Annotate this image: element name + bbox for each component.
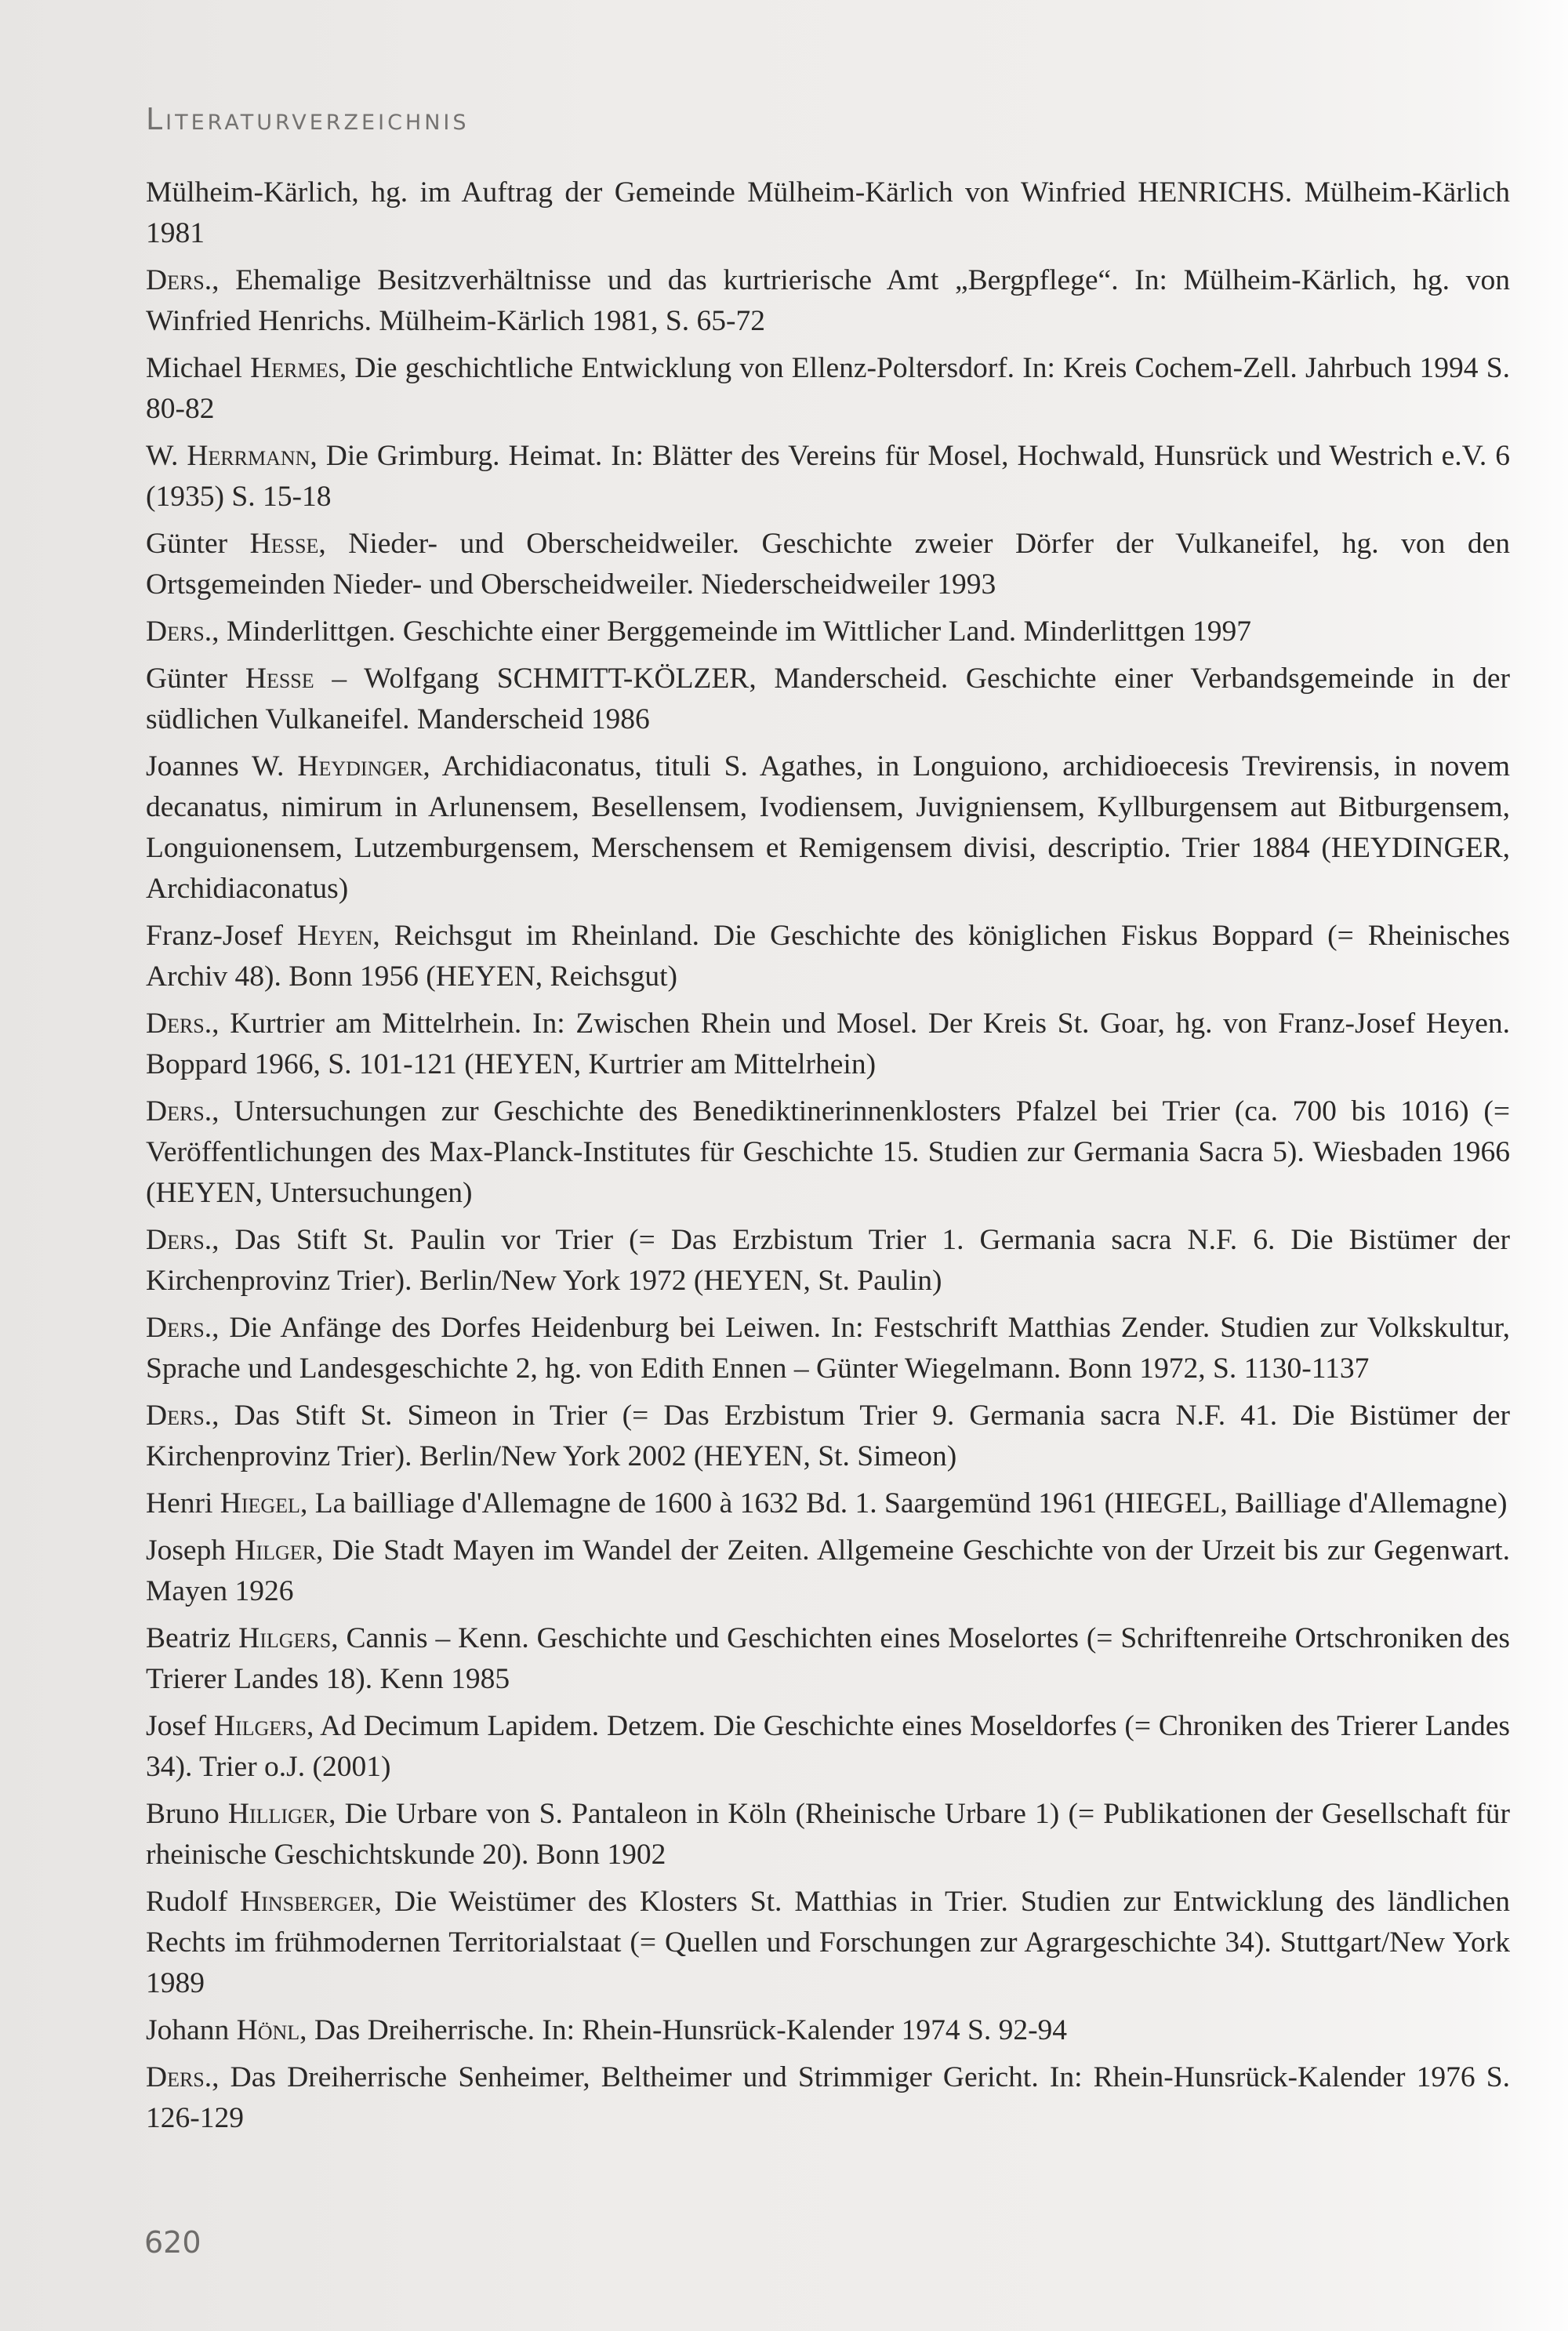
- bibliography-entry: [146, 916, 1510, 997]
- entry-text: , Die geschichtliche Entwicklung von Ellenz-Poltersdorf. In: Kreis Cochem-Zell. Jahrbuch 1994 S. 80-82: [146, 352, 1510, 425]
- entry-text: , Die Grimburg. Heimat. In: Blätter des Vereins für Mosel, Hochwald, Hunsrück und Westrich e.V. 6 (1935) S. 15-18: [146, 440, 1510, 513]
- entry-prefix: Josef: [146, 1710, 214, 1742]
- bibliography-entry: [146, 1530, 1510, 1612]
- entry-author: Ders.: [146, 1400, 212, 1432]
- entry-prefix: Johann: [146, 2014, 237, 2046]
- entry-prefix: Rudolf: [146, 1886, 241, 1918]
- bibliography-entry: [146, 1220, 1510, 1302]
- page-number: 620: [144, 2225, 201, 2260]
- bibliography-entry: [146, 2057, 1510, 2139]
- entry-author: Heyen: [296, 920, 373, 952]
- entry-text: , Minderlittgen. Geschichte einer Berggemeinde im Wittlicher Land. Minderlittgen 1997: [212, 615, 1252, 648]
- bibliography-entry: [146, 1483, 1510, 1524]
- entry-prefix: Michael: [146, 352, 251, 384]
- entry-author: Ders.: [146, 615, 212, 648]
- entry-author: Heydinger: [297, 750, 423, 782]
- entry-author: Ders.: [146, 1312, 212, 1344]
- entry-author: Ders.: [146, 1095, 212, 1127]
- entry-author: Hesse: [245, 663, 314, 695]
- entry-text: , Das Dreiherrische Senheimer, Beltheimer und Strimmiger Gericht. In: Rhein-Hunsrück-Kalender 1976 S. 126-129: [146, 2061, 1510, 2134]
- entry-text: , Das Stift St. Simeon in Trier (= Das Erzbistum Trier 9. Germania sacra N.F. 41. Die Bistümer der Kirchenprovinz Trier). Berlin/New York 2002 (HEYEN, St. Simeon): [146, 1400, 1510, 1472]
- bibliography-entry: [146, 2010, 1510, 2051]
- bibliography-list: [146, 172, 1510, 2145]
- entry-text: , Die Urbare von S. Pantaleon in Köln (Rheinische Urbare 1) (= Publikationen der Gesellschaft für rheinische Geschichtskunde 20). Bonn 1902: [146, 1798, 1511, 1871]
- entry-prefix: Bruno: [146, 1798, 228, 1830]
- bibliography-entry: [146, 746, 1510, 910]
- entry-text: , Die Stadt Mayen im Wandel der Zeiten. Allgemeine Geschichte von der Urzeit bis zur Gegenwart. Mayen 1926: [146, 1534, 1510, 1607]
- bibliography-entry: [146, 172, 1510, 254]
- running-header: Literaturverzeichnis: [146, 102, 470, 136]
- entry-prefix: Günter: [146, 528, 250, 560]
- entry-prefix: Joseph: [146, 1534, 235, 1567]
- entry-text: , Nieder- und Oberscheidweiler. Geschichte zweier Dörfer der Vulkaneifel, hg. von den Ortsgemeinden Nieder- und Oberscheidweiler. Niederscheidweiler 1993: [146, 528, 1510, 601]
- bibliography-entry: [146, 1308, 1510, 1389]
- entry-prefix: Franz-Josef: [146, 920, 297, 952]
- bibliography-entry: [146, 1794, 1510, 1875]
- entry-prefix: Günter: [146, 663, 245, 695]
- entry-author: Hinsberger: [240, 1886, 375, 1918]
- entry-author: Hilger: [234, 1534, 317, 1567]
- bibliography-entry: [146, 524, 1510, 605]
- entry-text: , Die Weistümer des Klosters St. Matthias in Trier. Studien zur Entwicklung des ländlichen Rechts im frühmodernen Territorialstaat (= Quellen und Forschungen zur Agrargeschichte 34). Stuttgart/New York 1989: [146, 1886, 1510, 1999]
- entry-text: , Die Anfänge des Dorfes Heidenburg bei Leiwen. In: Festschrift Matthias Zender. Studien zur Volkskultur, Sprache und Landesgeschichte 2, hg. von Edith Ennen – Günter Wiegelmann. Bonn 1972, S. 1130-1137: [146, 1312, 1510, 1385]
- entry-text: , La bailliage d'Allemagne de 1600 à 1632 Bd. 1. Saargemünd 1961 (HIEGEL, Bailliage d'Allemagne): [299, 1487, 1508, 1520]
- entry-text: , Cannis – Kenn. Geschichte und Geschichten eines Moselortes (= Schriftenreihe Ortschroniken des Trierer Landes 18). Kenn 1985: [146, 1622, 1510, 1695]
- bibliography-entry: [146, 1091, 1510, 1214]
- entry-author: Ders.: [146, 1224, 212, 1256]
- entry-author: Hilgers: [213, 1710, 307, 1742]
- entry-text: , Kurtrier am Mittelrhein. In: Zwischen Rhein und Mosel. Der Kreis St. Goar, hg. von Franz-Josef Heyen. Boppard 1966, S. 101-121 (HEYEN, Kurtrier am Mittelrhein): [146, 1008, 1510, 1080]
- entry-author: Hesse: [249, 528, 319, 560]
- entry-text: , Reichsgut im Rheinland. Die Geschichte des königlichen Fiskus Boppard (= Rheinisches Archiv 48). Bonn 1956 (HEYEN, Reichsgut): [146, 920, 1510, 993]
- entry-author: Hilgers: [238, 1622, 332, 1654]
- entry-author: Ders.: [146, 264, 212, 296]
- entry-prefix: W.: [146, 440, 187, 472]
- entry-prefix: Beatriz: [146, 1622, 239, 1654]
- entry-text: , Ehemalige Besitzverhältnisse und das kurtrierische Amt „Bergpflege“. In: Mülheim-Kärlich, hg. von Winfried Henrichs. Mülheim-Kärlich 1981, S. 65-72: [146, 264, 1510, 337]
- entry-author: Hermes: [250, 352, 339, 384]
- entry-prefix: Henri: [146, 1487, 220, 1520]
- entry-author: Herrmann: [187, 440, 310, 472]
- entry-author: Hönl: [236, 2014, 300, 2046]
- entry-text: , Das Stift St. Paulin vor Trier (= Das Erzbistum Trier 1. Germania sacra N.F. 6. Die Bistümer der Kirchenprovinz Trier). Berlin/New York 1972 (HEYEN, St. Paulin): [146, 1224, 1510, 1297]
- bibliography-entry: [146, 436, 1510, 517]
- entry-author: Hilliger: [227, 1798, 329, 1830]
- entry-text: , Das Dreiherrische. In: Rhein-Hunsrück-Kalender 1974 S. 92-94: [299, 2014, 1068, 2046]
- entry-text: , Archidiaconatus, tituli S. Agathes, in Longuiono, archidioecesis Trevirensis, in novem decanatus, nimirum in Arlunensem, Besellensem, Ivodiensem, Juvigniensem, Kyllburgensem aut Bitburgensem, Longuionensem, Lutzemburgensem, Merschensem et Remigensem divisi, descriptio. Trier 1884 (HEYDINGER, Archidiaconatus): [146, 750, 1510, 905]
- entry-author: Hiegel: [220, 1487, 300, 1520]
- entry-text: , Ad Decimum Lapidem. Detzem. Die Geschichte eines Moseldorfes (= Chroniken des Trierer Landes 34). Trier o.J. (2001): [146, 1710, 1510, 1783]
- entry-author: Ders.: [146, 2061, 212, 2093]
- bibliography-entry: [146, 1004, 1510, 1085]
- bibliography-entry: [146, 1706, 1510, 1788]
- bibliography-entry: [146, 348, 1510, 430]
- bibliography-entry: [146, 1396, 1510, 1477]
- entry-text: – Wolfgang SCHMITT-KÖLZER, Manderscheid. Geschichte einer Verbandsgemeinde in der südlichen Vulkaneifel. Manderscheid 1986: [146, 663, 1510, 735]
- bibliography-entry: [146, 1618, 1510, 1700]
- bibliography-entry: [146, 260, 1510, 342]
- entry-prefix: Joannes W.: [146, 750, 298, 782]
- entry-text: , Untersuchungen zur Geschichte des Benediktinerinnenklosters Pfalzel bei Trier (ca. 700 bis 1016) (= Veröffentlichungen des Max-Planck-Institutes für Geschichte 15. Studien zur Germania Sacra 5). Wiesbaden 1966 (HEYEN, Untersuchungen): [146, 1095, 1510, 1209]
- entry-text: Mülheim-Kärlich, hg. im Auftrag der Gemeinde Mülheim-Kärlich von Winfried HENRICHS. Mülheim-Kärlich 1981: [146, 176, 1510, 249]
- bibliography-entry: [146, 659, 1510, 740]
- entry-author: Ders.: [146, 1008, 212, 1040]
- bibliography-entry: [146, 612, 1510, 652]
- bibliography-entry: [146, 1882, 1510, 2004]
